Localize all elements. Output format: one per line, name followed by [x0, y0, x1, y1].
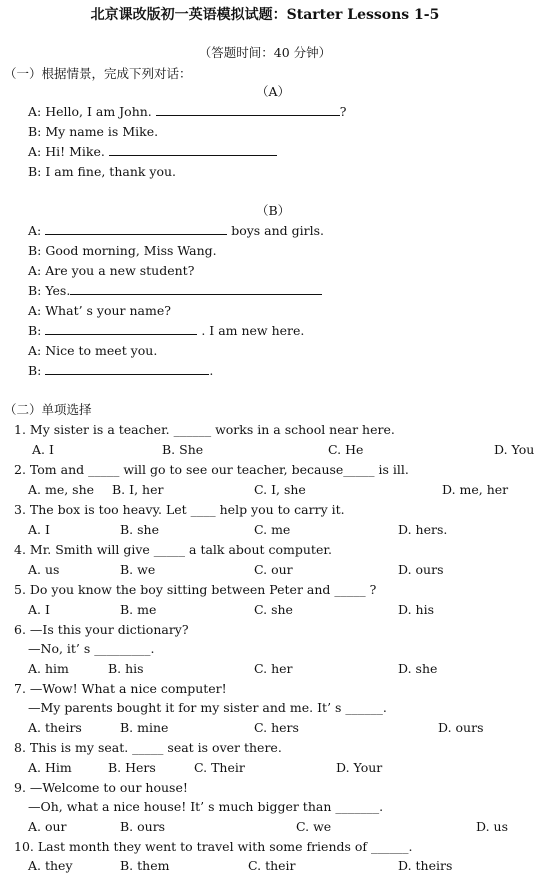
question-9-reply: —Oh, what a nice house! It’ s much bigger than _______.	[28, 799, 384, 814]
option-b[interactable]: B. She	[162, 442, 204, 457]
option-b[interactable]: B. them	[120, 858, 170, 873]
answer-blank[interactable]	[45, 363, 209, 375]
option-c[interactable]: C. their	[248, 858, 296, 873]
partA-label: （A）	[256, 84, 291, 99]
option-d[interactable]: D. me, her	[442, 482, 509, 497]
dialogue-a-line-1	[28, 104, 346, 119]
option-d[interactable]: D. his	[398, 602, 434, 617]
option-a[interactable]: A. us	[28, 562, 60, 577]
dialogue-text: B: My name is Mike.	[28, 124, 159, 139]
dialogue-text: A:	[28, 223, 46, 238]
question-7-reply: —My parents bought it for my sister and me. It’ s ______.	[28, 700, 387, 715]
option-c[interactable]: C. she	[254, 602, 293, 617]
question-6-reply: —No, it’ s _________.	[28, 641, 155, 656]
dialogue-text: . I am new here.	[197, 323, 305, 338]
option-a[interactable]: A. him	[28, 661, 69, 676]
option-b[interactable]: B. me	[120, 602, 157, 617]
option-a[interactable]: A. I	[28, 602, 50, 617]
option-a[interactable]: A. I	[28, 522, 50, 537]
option-c[interactable]: C. Their	[194, 760, 245, 775]
option-a[interactable]: A. Him	[28, 760, 72, 775]
option-c[interactable]: C. her	[254, 661, 293, 676]
answer-blank[interactable]	[45, 323, 197, 335]
option-b[interactable]: B. I, her	[112, 482, 164, 497]
question-4: 4. Mr. Smith will give _____ a talk about computer.	[14, 542, 332, 557]
question-8: 8. This is my seat. _____ seat is over there.	[14, 740, 282, 755]
option-c[interactable]: C. our	[254, 562, 293, 577]
option-a[interactable]: A. our	[28, 819, 67, 834]
dialogue-text: A: Hi! Mike.	[28, 144, 109, 159]
dialogue-text: A: Hello, I am John.	[28, 104, 156, 119]
answer-blank[interactable]	[70, 283, 322, 295]
dialogue-text: A: Nice to meet you.	[28, 343, 158, 358]
dialogue-b-line-7	[28, 343, 157, 358]
dialogue-b-line-2	[28, 243, 217, 258]
dialogue-b-line-5	[28, 303, 171, 318]
option-b[interactable]: B. Hers	[108, 760, 156, 775]
option-a[interactable]: A. theirs	[28, 720, 82, 735]
section1-heading: （一）根据情景，完成下列对话：	[4, 66, 192, 81]
question-5: 5. Do you know the boy sitting between Peter and _____ ?	[14, 582, 377, 597]
question-7: 7. —Wow! What a nice computer!	[14, 681, 227, 696]
option-d[interactable]: D. Your	[336, 760, 383, 775]
answer-blank[interactable]	[45, 223, 227, 235]
dialogue-a-line-3	[28, 144, 277, 159]
option-d[interactable]: D. she	[398, 661, 438, 676]
dialogue-text: boys and girls.	[227, 223, 325, 238]
option-c[interactable]: C. hers	[254, 720, 299, 735]
option-d[interactable]: D. ours	[398, 562, 444, 577]
section2-heading: （二）单项选择	[4, 402, 92, 417]
option-d[interactable]: D. hers.	[398, 522, 448, 537]
dialogue-text: ?	[339, 104, 347, 119]
dialogue-b-line-4	[28, 283, 322, 298]
question-2: 2. Tom and _____ will go to see our teacher, because_____ is ill.	[14, 462, 409, 477]
option-b[interactable]: B. mine	[120, 720, 169, 735]
option-c[interactable]: C. me	[254, 522, 291, 537]
option-d[interactable]: D. theirs	[398, 858, 453, 873]
dialogue-b-line-1	[28, 223, 324, 238]
option-a[interactable]: A. me, she	[28, 482, 95, 497]
dialogue-b-line-6	[28, 323, 304, 338]
option-a[interactable]: A. I	[32, 442, 54, 457]
option-b[interactable]: B. she	[120, 522, 159, 537]
option-c[interactable]: C. we	[296, 819, 332, 834]
time-note: （答题时间：40 分钟）	[198, 45, 332, 60]
dialogue-text: B: I am fine, thank you.	[28, 164, 177, 179]
question-9: 9. —Welcome to our house!	[14, 780, 188, 795]
answer-blank[interactable]	[156, 104, 340, 116]
option-d[interactable]: D. You	[494, 442, 534, 457]
dialogue-b-line-3	[28, 263, 194, 278]
dialogue-a-line-2	[28, 124, 158, 139]
partB-label: （B）	[256, 203, 291, 218]
question-10: 10. Last month they went to travel with some friends of ______.	[14, 839, 413, 854]
dialogue-text: A: What’ s your name?	[28, 303, 171, 318]
option-d[interactable]: D. us	[476, 819, 508, 834]
option-c[interactable]: C. I, she	[254, 482, 306, 497]
option-b[interactable]: B. his	[108, 661, 144, 676]
dialogue-text: B: Good morning, Miss Wang.	[28, 243, 217, 258]
question-6: 6. —Is this your dictionary?	[14, 622, 189, 637]
option-d[interactable]: D. ours	[438, 720, 484, 735]
dialogue-a-line-4	[28, 164, 176, 179]
exam-title: 北京课改版初一英语模拟试题：Starter Lessons 1-5	[90, 7, 440, 23]
dialogue-text: B:	[28, 363, 46, 378]
option-b[interactable]: B. we	[120, 562, 156, 577]
dialogue-text: B: Yes.	[28, 283, 71, 298]
option-b[interactable]: B. ours	[120, 819, 166, 834]
dialogue-text: A: Are you a new student?	[28, 263, 195, 278]
question-3: 3. The box is too heavy. Let ____ help you to carry it.	[14, 502, 345, 517]
option-c[interactable]: C. He	[328, 442, 364, 457]
dialogue-text: .	[209, 363, 214, 378]
dialogue-b-line-8	[28, 363, 213, 378]
option-a[interactable]: A. they	[28, 858, 73, 873]
answer-blank[interactable]	[109, 144, 277, 156]
question-1: 1. My sister is a teacher. ______ works in a school near here.	[14, 422, 395, 437]
dialogue-text: B:	[28, 323, 46, 338]
